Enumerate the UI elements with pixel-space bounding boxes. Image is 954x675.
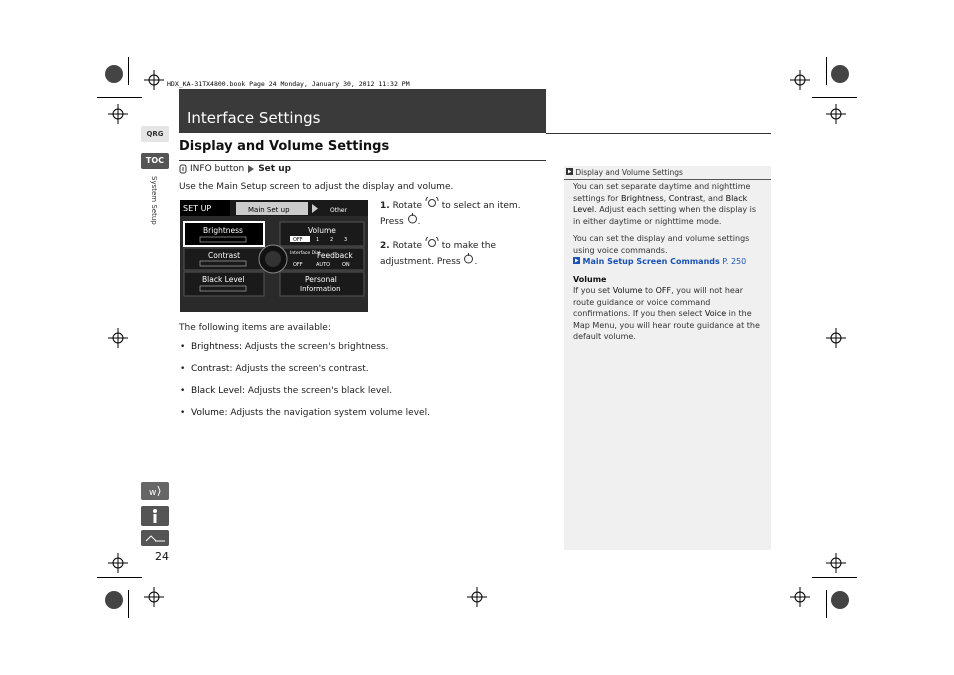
crosshair-icon [108,328,128,348]
screen-volume-1: 1 [316,237,320,243]
step-text: to make the adjustment. Press [380,241,497,267]
crosshair-icon [144,587,164,607]
section-title: Display and Volume Settings [179,139,390,154]
intro-text: Use the Main Setup screen to adjust the display and volume. [179,182,454,192]
screen-feedback-off: OFF [293,262,303,268]
step-text: . [474,257,478,267]
crosshair-icon [826,328,846,348]
screen-feedback-auto: AUTO [316,262,331,268]
step-text: Rotate [392,201,423,211]
registration-mark-icon [830,64,850,84]
item-term: Volume: [191,408,228,418]
header-rule [546,133,771,134]
list-item [180,408,540,418]
item-desc: Adjusts the screen's black level. [247,386,393,396]
screen-feedback: Feedback [317,251,353,260]
sidebar-volume-title: Volume [573,275,607,284]
item-term: Black Level: [191,386,245,396]
available-intro: The following items are available: [179,323,331,333]
screen-volume-off: OFF [293,237,303,243]
page-number: 24 [155,550,169,563]
sidebar-notes [564,166,771,550]
sidebar-heading [564,166,771,180]
link-arrow-icon [573,257,580,264]
steps [380,197,545,277]
crosshair-icon [108,104,128,124]
screen-volume: Volume [308,226,336,235]
step-2 [380,237,545,269]
nav-button-label: INFO button [190,164,245,174]
link-page[interactable]: P. 250 [722,257,747,266]
item-desc: Adjusts the navigation system volume level. [230,408,430,418]
step-text: to select an item. Press [380,201,521,227]
screen-black-level: Black Level [202,275,245,284]
item-list [180,342,540,430]
item-desc: Adjusts the screen's contrast. [235,364,369,374]
link-text[interactable]: Main Setup Screen Commands [582,257,720,266]
screen-personal: Personal [305,275,337,284]
step-number: 1. [380,201,390,211]
crosshair-icon [144,70,164,90]
screen-information: Information [300,285,341,293]
crosshair-icon [826,553,846,573]
press-dial-icon [407,213,418,224]
toc-tab[interactable]: TOC [141,153,169,169]
page-title: Interface Settings [187,109,321,127]
step-number: 2. [380,241,390,251]
screen-volume-2: 2 [330,237,334,243]
crosshair-icon [108,553,128,573]
crosshair-icon [826,104,846,124]
item-term: Brightness: [191,342,242,352]
sidebar-paragraph-3: If you set Volume to OFF, you will not hear route guidance or voice command confirmations. If you then select Voice in the Map Menu, you will hear route guidance at the default volume. [573,286,760,341]
rotate-dial-icon [425,197,439,208]
note-arrow-icon [566,168,573,175]
file-header: HDX_KA-31TX4800.book Page 24 Monday, January 30, 2012 11:32 PM [167,80,410,88]
screen-tab-other: Other [330,207,348,214]
step-text: . [417,217,421,227]
screen-tab-main: Main Set up [248,206,290,214]
sidebar-link[interactable] [573,256,765,268]
arrow-right-icon [247,165,255,173]
nav-target: Set up [258,164,292,174]
voice-command-icon[interactable] [141,482,169,500]
info-button-icon [179,164,187,174]
registration-mark-icon [830,590,850,610]
screen-interface-dial: Interface Dial [290,251,321,256]
screen-feedback-on: ON [342,262,350,268]
crosshair-icon [790,70,810,90]
sidebar-heading-text: Display and Volume Settings [575,168,683,177]
info-icon[interactable] [141,506,169,526]
nav-path [179,164,291,174]
item-term: Contrast: [191,364,233,374]
item-desc: Adjusts the screen's brightness. [244,342,389,352]
screen-tab-setup: SET UP [183,204,212,213]
setup-screen-image [180,200,368,312]
section-side-label: System Setup [150,176,158,225]
section-rule [179,160,546,161]
step-text: Rotate [392,241,423,251]
screen-contrast: Contrast [208,251,241,260]
list-item [180,342,540,352]
crosshair-icon [790,587,810,607]
list-item [180,364,540,374]
crosshair-icon [467,587,487,607]
sidebar-paragraph-1: You can set separate daytime and nighttime settings for Brightness, Contrast, and Black Level. Adjust each setting when the display is in either daytime or nighttime mode. [573,182,757,226]
step-1 [380,197,545,229]
registration-mark-icon [104,64,124,84]
press-dial-icon [463,253,474,264]
list-item [180,386,540,396]
qrg-tab[interactable]: QRG [141,126,169,142]
page-header [179,89,546,133]
sidebar-paragraph-2: You can set the display and volume settings using voice commands. [573,234,750,255]
registration-mark-icon [104,590,124,610]
home-icon[interactable] [141,530,169,546]
rotate-dial-icon [425,237,439,248]
screen-volume-3: 3 [344,237,348,243]
svg-text:w: w [149,488,157,498]
screen-brightness: Brightness [203,226,243,235]
